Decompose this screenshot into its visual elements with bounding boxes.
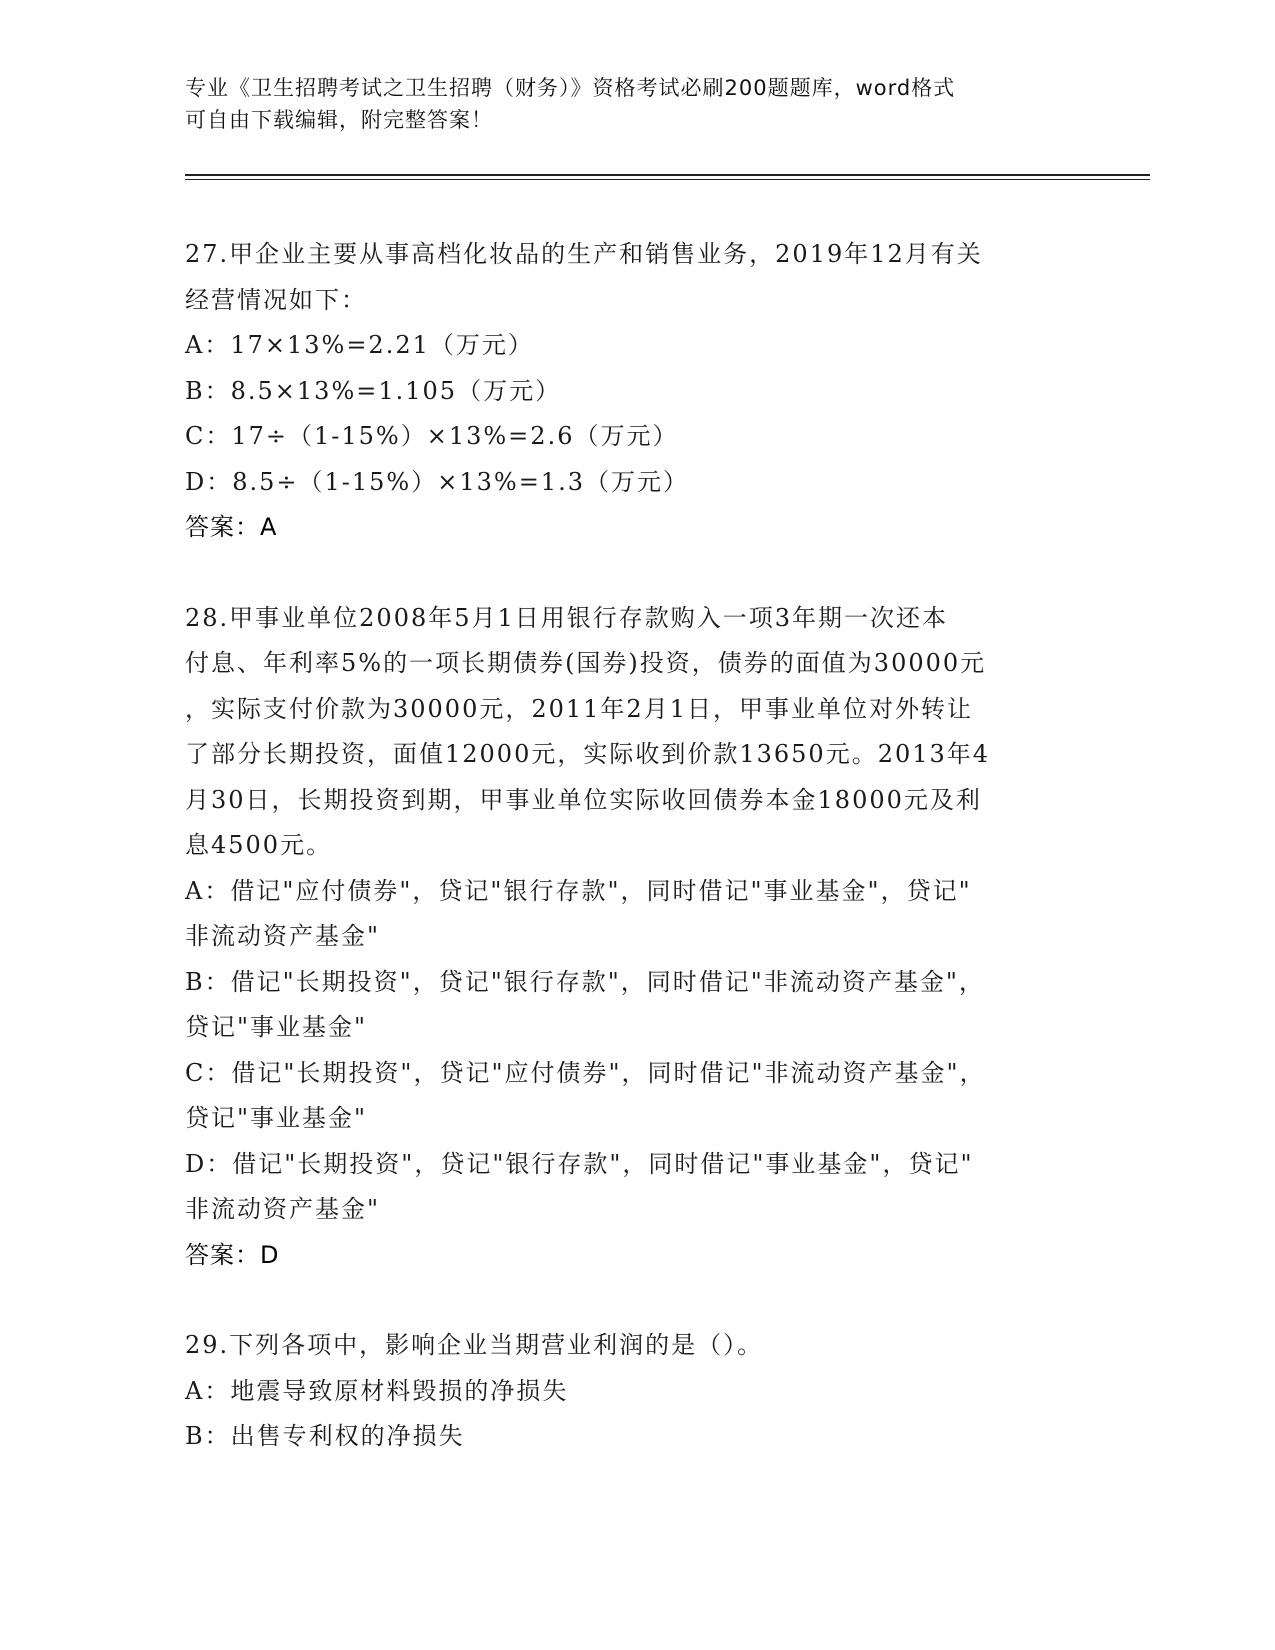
option-a: A：地震导致原材料毁损的净损失	[185, 1376, 569, 1405]
question-spacer	[185, 551, 1080, 596]
question-list	[185, 232, 1080, 1460]
question-27	[185, 232, 1080, 551]
question-stem-line: 29.下列各项中，影响企业当期营业利润的是（）。	[185, 1331, 764, 1359]
question-stem-line: ，实际支付价款为30000元，2011年2月1日，甲事业单位对外转让	[185, 694, 973, 723]
option-c: C：借记"长期投资"，贷记"应付债券"，同时借记"非流动资产基金"，	[185, 1058, 986, 1087]
option-d: D：8.5÷（1-15%）×13%=1.3（万元）	[185, 467, 689, 496]
question-stem-line: 经营情况如下：	[185, 285, 367, 314]
question-spacer	[185, 1278, 1080, 1323]
option-a: A：17×13%=2.21（万元）	[185, 331, 534, 359]
document-header	[185, 72, 1065, 136]
question-stem-line: 月30日，长期投资到期，甲事业单位实际收回债券本金18000元及利	[185, 785, 982, 814]
question-stem-line: 付息、年利率5%的一项长期债券(国券)投资，债券的面值为30000元	[185, 649, 987, 677]
option-d: D：借记"长期投资"，贷记"银行存款"，同时借记"事业基金"，贷记"	[185, 1149, 974, 1178]
answer: 答案：A	[185, 513, 278, 541]
question-29	[185, 1323, 1080, 1460]
header-line-2: 可自由下载编辑，附完整答案！	[185, 108, 493, 132]
option-c: C：17÷（1-15%）×13%=2.6（万元）	[185, 422, 679, 450]
option-a: A：借记"应付债券"，贷记"银行存款"，同时借记"事业基金"，贷记"	[185, 876, 972, 905]
option-c-cont: 贷记"事业基金"	[185, 1104, 368, 1132]
option-b: B：出售专利权的净损失	[185, 1422, 465, 1450]
question-stem-line: 息4500元。	[185, 831, 333, 859]
header-line-1: 专业《卫生招聘考试之卫生招聘（财务）》资格考试必刷200题题库，word格式	[185, 76, 956, 100]
question-stem-line: 28.甲事业单位2008年5月1日用银行存款购入一项3年期一次还本	[185, 603, 949, 632]
answer: 答案：D	[185, 1240, 280, 1269]
option-b-cont: 贷记"事业基金"	[185, 1013, 368, 1041]
question-stem-line: 27.甲企业主要从事高档化妆品的生产和销售业务，2019年12月有关	[185, 240, 983, 268]
option-b: B：8.5×13%=1.105（万元）	[185, 376, 562, 405]
option-a-cont: 非流动资产基金"	[185, 922, 381, 950]
question-stem-line: 了部分长期投资，面值12000元，实际收到价款13650元。2013年4	[185, 740, 991, 768]
question-28	[185, 596, 1080, 1279]
option-b: B：借记"长期投资"，贷记"银行存款"，同时借记"非流动资产基金"，	[185, 967, 985, 996]
option-d-cont: 非流动资产基金"	[185, 1195, 381, 1223]
header-rule-thick	[185, 174, 1150, 176]
header-rule-thin	[185, 179, 1150, 180]
